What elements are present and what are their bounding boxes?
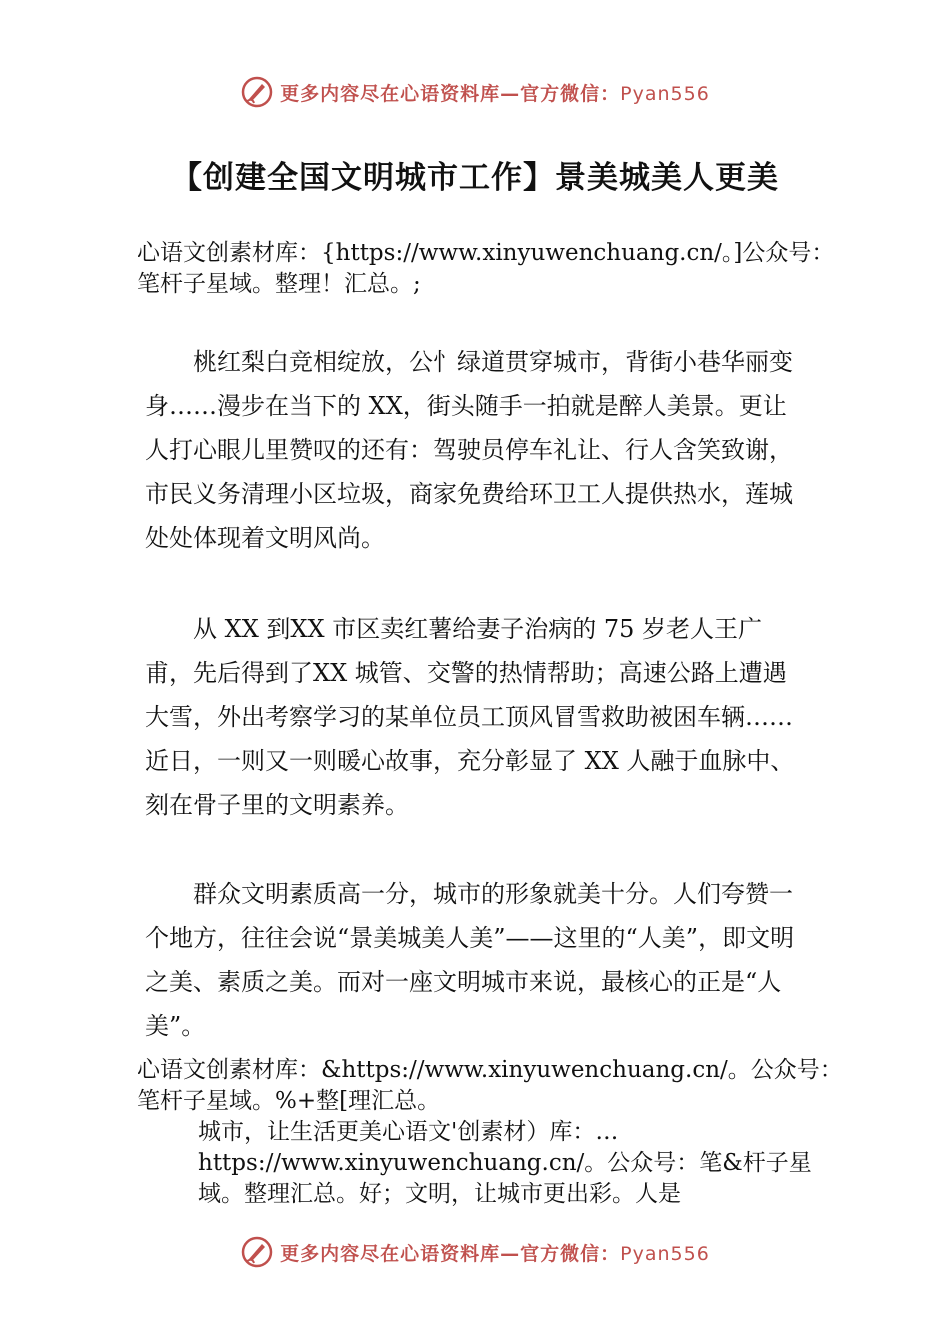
scroll-quill-logo-icon: [240, 1235, 274, 1269]
scroll-quill-logo-icon: [240, 75, 274, 109]
paragraph-2: 从 XX 到XX 市区卖红薯给妻子治病的 75 岁老人王广甫，先后得到了XX 城管、交警的热情帮助；高速公路上遭遇大雪，外出考察学习的某单位员工顶风冒雪救助被困车辆……近日，一则又一则暖心故事，充分彰显了 XX 人融于血脉中、刻在骨子里的文明素养。: [145, 615, 795, 819]
wechat-id: Pyan556: [620, 82, 710, 105]
document-title: 【创建全国文明城市工作】景美城美人更美: [171, 160, 779, 196]
banner-text: 更多内容尽在心语资料库—官方微信：Pyan556: [280, 82, 710, 105]
wechat-id: Pyan556: [620, 1242, 710, 1265]
banner-text: 更多内容尽在心语资料库—官方微信：Pyan556: [280, 1242, 710, 1265]
source-note-bottom: 心语文创素材库：&https://www.xinyuwenchuang.cn/。公众号：笔杆子星域。%+整[理汇总。: [137, 1057, 843, 1114]
source-note-top: 心语文创素材库：{https://www.xinyuwenchuang.cn/。]公众号：笔杆子星域。整理！汇总。;: [137, 240, 835, 297]
trailing-text: 城市，让生活更美心语文'创素材）库：…https://www.xinyuwenchuang.cn/。公众号：笔&杆子星域。整理汇总。好；文明，让城市更出彩。人是: [198, 1119, 812, 1207]
footer-banner: [0, 1232, 950, 1272]
paragraph-3: 群众文明素质高一分，城市的形象就美十分。人们夸赞一个地方，往往会说“景美城美人美”——这里的“人美”，即文明之美、素质之美。而对一座文明城市来说，最核心的正是“人美”。: [145, 880, 795, 1040]
header-banner: [0, 72, 950, 112]
paragraph-1: 桃红梨白竞相绽放，公忄绿道贯穿城市，背街小巷华丽变身……漫步在当下的 XX，街头随手一拍就是醉人美景。更让人打心眼儿里赞叹的还有：驾驶员停车礼让、行人含笑致谢，市民义务清理小区垃圾，商家免费给环卫工人提供热水，莲城处处体现着文明风尚。: [145, 348, 793, 552]
